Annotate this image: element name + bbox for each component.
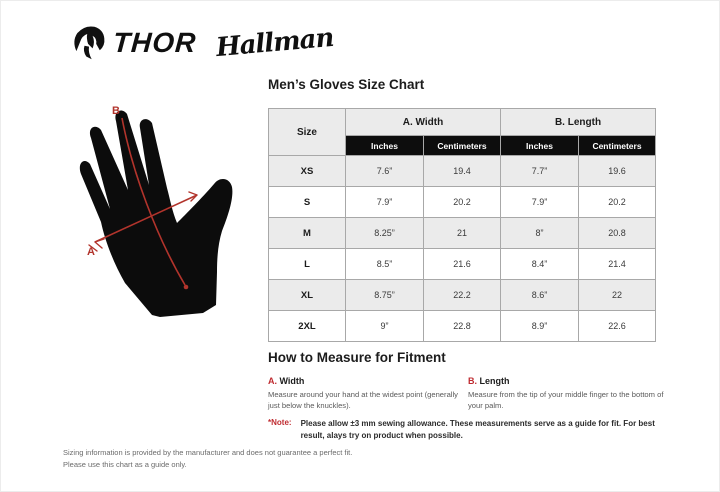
- width-cm-cell: 22.2: [424, 280, 501, 311]
- fitment-item-length: [468, 376, 664, 411]
- width-inches-cell: 7.6”: [346, 156, 424, 187]
- measurement-line-b-endpoint: [184, 285, 189, 290]
- glove-label-a: A: [87, 246, 95, 258]
- fitment-width-letter: A.: [268, 376, 277, 386]
- table-row-m: [269, 218, 656, 249]
- length-cm-cell: 22.6: [579, 311, 656, 342]
- table-row-s: [269, 187, 656, 218]
- disclaimer-line-2: Please use this chart as a guide only.: [63, 459, 187, 469]
- size-table: [268, 108, 656, 342]
- width-inches-cell: 8.75”: [346, 280, 424, 311]
- note-label: *Note:: [268, 418, 292, 427]
- length-cm-cell: 20.2: [579, 187, 656, 218]
- width-centimeters-header: Centimeters: [424, 136, 501, 156]
- size-cell: S: [269, 187, 346, 218]
- table-row-l: [269, 249, 656, 280]
- fitment-length-description: Measure from the tip of your middle finger to the bottom of your palm.: [468, 390, 664, 410]
- glove-svg: [64, 86, 266, 346]
- fitment-width-heading: [268, 376, 464, 386]
- thor-helmet-icon: [71, 25, 107, 61]
- width-cm-cell: 20.2: [424, 187, 501, 218]
- width-inches-header: Inches: [346, 136, 424, 156]
- note-text: Please allow ±3 mm sewing allowance. These measurements serve as a guide for fit. For best result, alays try on product when possible.: [300, 419, 655, 441]
- table-row-xs: [269, 156, 656, 187]
- length-cm-cell: 20.8: [579, 218, 656, 249]
- fitment-length-label: Length: [479, 376, 510, 386]
- size-cell: XL: [269, 280, 346, 311]
- length-centimeters-header: Centimeters: [579, 136, 656, 156]
- manufacturer-disclaimer: [63, 447, 352, 470]
- width-cm-cell: 22.8: [424, 311, 501, 342]
- length-cm-cell: 21.4: [579, 249, 656, 280]
- size-chart-title: Men’s Gloves Size Chart: [268, 77, 425, 92]
- brand-logos: [71, 22, 335, 64]
- length-inches-cell: 8.9”: [501, 311, 579, 342]
- length-cm-cell: 19.6: [579, 156, 656, 187]
- width-group-header: A. Width: [346, 109, 501, 136]
- fitment-width-label: Width: [279, 376, 305, 386]
- length-inches-cell: 7.9”: [501, 187, 579, 218]
- glove-illustration: [64, 86, 266, 346]
- table-row-xl: [269, 280, 656, 311]
- size-cell: L: [269, 249, 346, 280]
- table-group-header-row: [269, 109, 656, 136]
- hallman-wordmark: Hallman: [215, 22, 335, 64]
- length-inches-header: Inches: [501, 136, 579, 156]
- length-inches-cell: 8”: [501, 218, 579, 249]
- length-cm-cell: 22: [579, 280, 656, 311]
- width-inches-cell: 8.5”: [346, 249, 424, 280]
- size-cell: 2XL: [269, 311, 346, 342]
- width-inches-cell: 9”: [346, 311, 424, 342]
- glove-label-b: B: [112, 105, 120, 117]
- length-inches-cell: 8.6”: [501, 280, 579, 311]
- size-column-header: Size: [269, 109, 346, 156]
- width-inches-cell: 8.25”: [346, 218, 424, 249]
- sewing-note: [268, 418, 656, 443]
- length-group-header: B. Length: [501, 109, 656, 136]
- width-inches-cell: 7.9”: [346, 187, 424, 218]
- size-cell: M: [269, 218, 346, 249]
- fitment-width-description: Measure around your hand at the widest point (generally just below the knuckles).: [268, 390, 458, 410]
- table-row-2xl: [269, 311, 656, 342]
- thor-wordmark: THOR: [111, 27, 198, 58]
- length-inches-cell: 7.7”: [501, 156, 579, 187]
- width-cm-cell: 21: [424, 218, 501, 249]
- fitment-length-heading: [468, 376, 664, 386]
- fitment-title: How to Measure for Fitment: [268, 350, 446, 365]
- disclaimer-line-1: Sizing information is provided by the manufacturer and does not guarantee a perfect fit.: [63, 448, 353, 457]
- length-inches-cell: 8.4”: [501, 249, 579, 280]
- width-cm-cell: 21.6: [424, 249, 501, 280]
- thor-logo: [71, 25, 196, 61]
- fitment-length-letter: B.: [468, 376, 477, 386]
- fitment-item-width: [268, 376, 464, 411]
- width-cm-cell: 19.4: [424, 156, 501, 187]
- size-cell: XS: [269, 156, 346, 187]
